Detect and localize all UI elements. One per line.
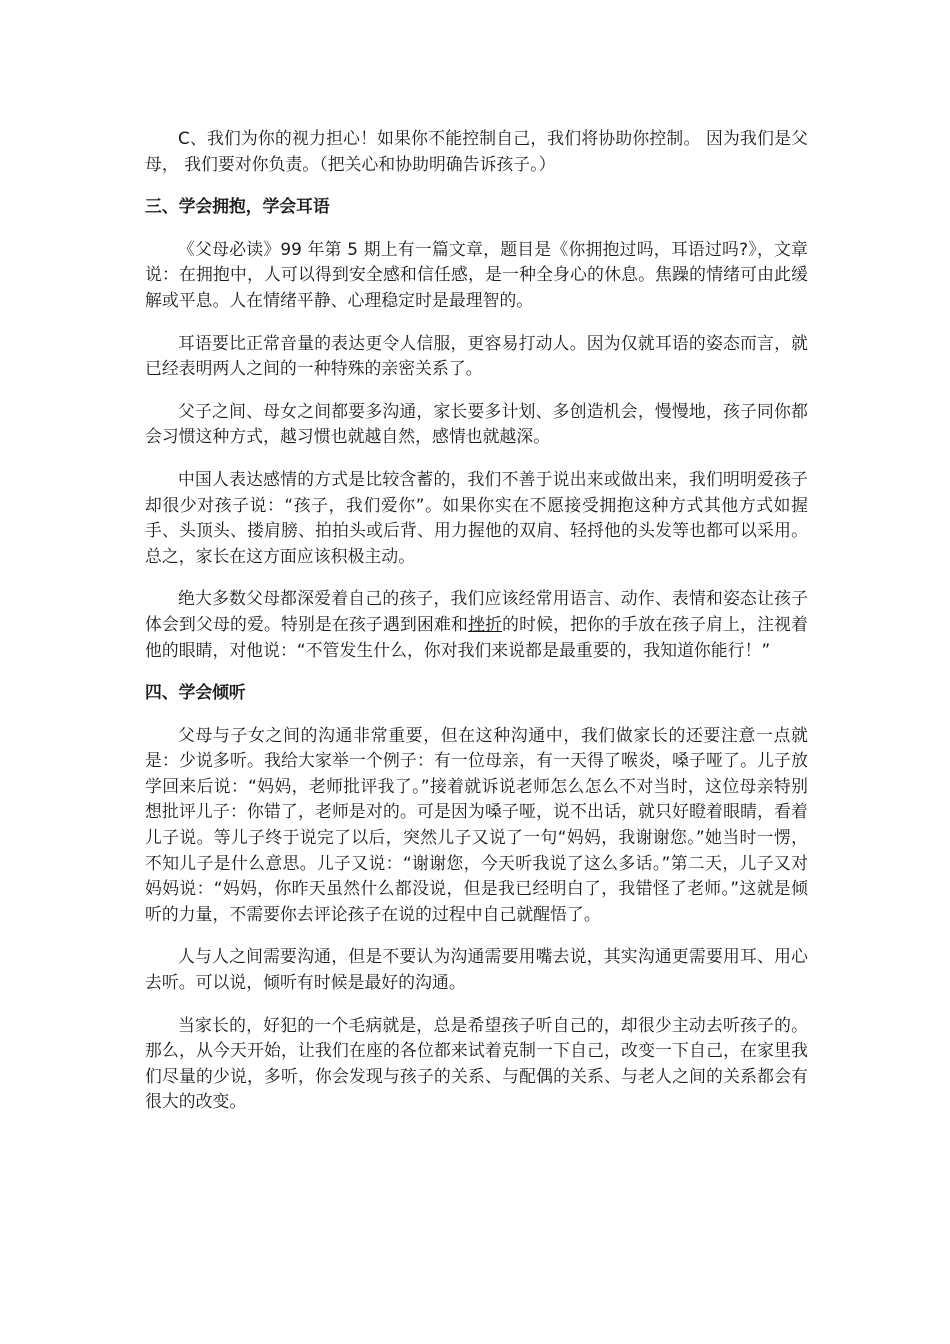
underlined-word: 挫折 [468,613,503,634]
paragraph-c-item: C、我们为你的视力担心！如果你不能控制自己，我们将协助你控制。 因为我们是父母， 我们要对你负责。（把关心和协助明确告诉孩子。） [145,128,808,174]
paragraph-love-part2: 的时候，把你的手放在孩子肩上，注视着他的眼睛，对他说：“不管发生什么，你对我们来说都是最重要的，我知道你能行！” [145,613,809,660]
section-heading-listening: 四、学会倾听 [145,682,246,703]
paragraph-article: 《父母必读》99 年第 5 期上有一篇文章，题目是《你拥抱过吗，耳语过吗?》，文章说：在拥抱中，人可以得到安全感和信任感，是一种全身心的休息。焦躁的情绪可由此缓解或平息。人在情绪平静、心理稳定时是最理智的。 [145,238,808,310]
paragraph-listening-meaning: 人与人之间需要沟通，但是不要认为沟通需要用嘴去说，其实沟通更需要用耳、用心去听。可以说，倾听有时候是最好的沟通。 [145,946,808,993]
section-heading-hug-whisper: 三、学会拥抱，学会耳语 [145,196,330,217]
paragraph-love-part1: 绝大多数父母都深爱着自己的孩子，我们应该经常用语言、动作、表情和姿态让孩子体会到父母的爱。特别是在孩子遇到困难和 [145,588,808,634]
paragraph-expression: 中国人表达感情的方式是比较含蓄的，我们不善于说出来或做出来，我们明明爱孩子却很少对孩子说：“孩子，我们爱你”。如果你实在不愿接受拥抱这种方式其他方式如握手、头顶头、搂肩膀、拍拍头或后背、用力握他的双肩、轻捋他的头发等也都可以采用。总之，家长在这方面应该积极主动。 [145,468,808,566]
paragraph-love [145,586,808,663]
document-body [145,126,808,1132]
paragraph-parent-habit: 当家长的，好犯的一个毛病就是，总是希望孩子听自己的，却很少主动去听孩子的。那么，从今天开始，让我们在座的各位都来试着克制一下自己，改变一下自己，在家里我们尽量的少说，多听，你会发现与孩子的关系、与配偶的关系、与老人之间的关系都会有很大的改变。 [145,1014,808,1112]
paragraph-whisper: 耳语要比正常音量的表达更令人信服，更容易打动人。因为仅就耳语的姿态而言，就已经表明两人之间的一种特殊的亲密关系了。 [145,332,808,379]
paragraph-communication: 父子之间、母女之间都要多沟通，家长要多计划、多创造机会，慢慢地，孩子同你都会习惯这种方式，越习惯也就越自然，感情也就越深。 [145,400,808,447]
paragraph-listening-story: 父母与子女之间的沟通非常重要，但在这种沟通中，我们做家长的还要注意一点就是：少说多听。我给大家举一个例子：有一位母亲，有一天得了喉炎，嗓子哑了。儿子放学回来后说：“妈妈，老师批评我了。”接着就诉说老师怎么怎么不对当时，这位母亲特别想批评儿子：你错了，老师是对的。可是因为嗓子哑，说不出话，就只好瞪着眼睛，看着儿子说。等儿子终于说完了以后，突然儿子又说了一句“妈妈，我谢谢您。”她当时一愣，不知儿子是什么意思。儿子又说：“谢谢您，今天听我说了这么多话。”第二天，儿子又对妈妈说：“妈妈，你昨天虽然什么都没说，但是我已经明白了，我错怪了老师。”这就是倾听的力量，不需要你去评论孩子在说的过程中自己就醒悟了。 [145,724,808,924]
